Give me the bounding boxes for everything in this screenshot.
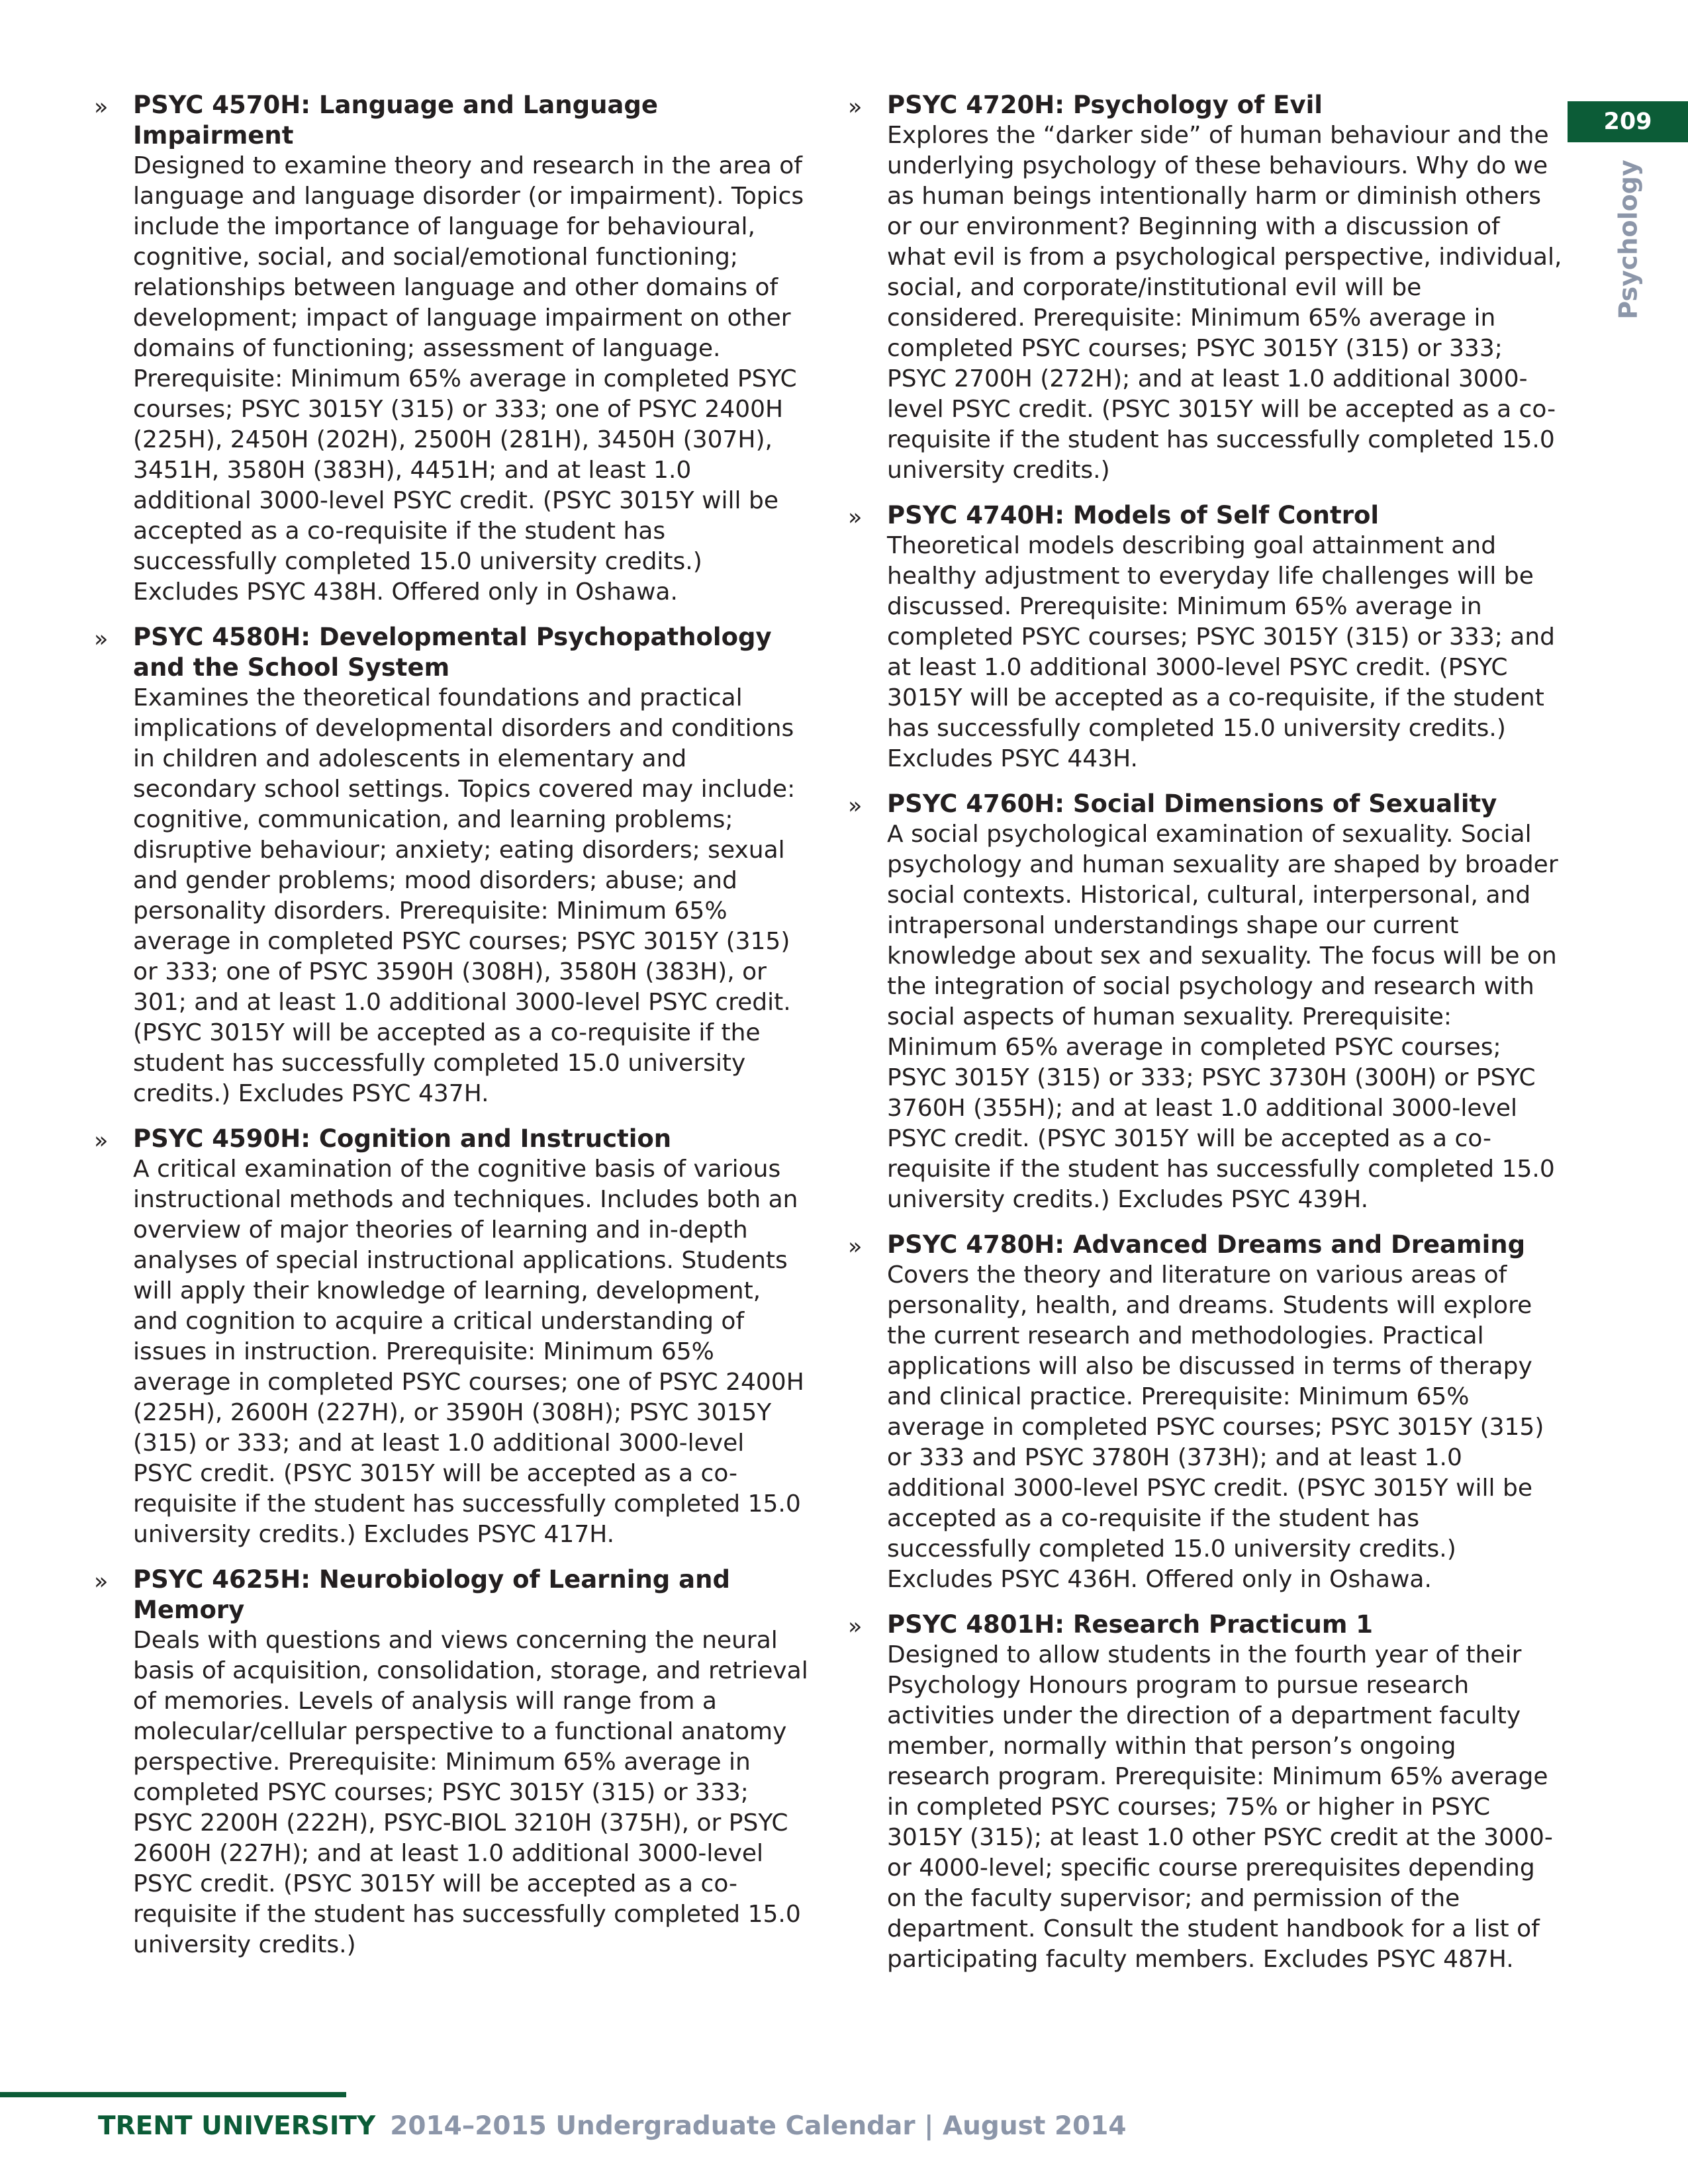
course-entry — [847, 1230, 1565, 1595]
section-label: Psychology — [1614, 159, 1644, 320]
course-title: PSYC 4780H: Advanced Dreams and Dreaming — [887, 1230, 1526, 1259]
course-description: A social psychological examination of sexuality. Social psychology and human sexuality are shaped by broader social contexts. Historical, cultural, interpersonal, and intrapersonal understandings shape our current knowledge about sex and sexuality. The focus will be on the integration of social psychology and research with social aspects of human sexuality. Prerequisite: Minimum 65% average in completed PSYC courses; PSYC 3015Y (315) or 333; PSYC 3730H (300H) or PSYC 3760H (355H); and at least 1.0 additional 3000-level PSYC credit. (PSYC 3015Y will be accepted as a co-requisite if the student has successfully completed 15.0 university credits.) Excludes PSYC 439H. — [887, 821, 1558, 1213]
right-column — [847, 90, 1565, 1989]
course-entry — [93, 90, 811, 608]
course-description: Explores the “darker side” of human behaviour and the underlying psychology of these behaviours. Why do we as human beings intentionally harm or diminish others or our environment? Beginning with a discussion of what evil is from a psychological perspective, individual, social, and corporate/institutional evil will be considered. Prerequisite: Minimum 65% average in completed PSYC courses; PSYC 3015Y (315) or 333; PSYC 2700H (272H); and at least 1.0 additional 3000-level PSYC credit. (PSYC 3015Y will be accepted as a co-requisite if the student has successfully completed 15.0 university credits.) — [887, 122, 1562, 484]
course-title: PSYC 4801H: Research Practicum 1 — [887, 1610, 1374, 1639]
course-description: A critical examination of the cognitive basis of various instructional methods and techniques. Includes both an overview of major theories of learning and in-depth analyses of special instructional applications. Students will apply their knowledge of learning, development, and cognition to acquire a critical understanding of issues in instruction. Prerequisite: Minimum 65% average in completed PSYC courses; one of PSYC 2400H (225H), 2600H (227H), or 3590H (308H); PSYC 3015Y (315) or 333; and at least 1.0 additional 3000-level PSYC credit. (PSYC 3015Y will be accepted as a co-requisite if the student has successfully completed 15.0 university credits.) Excludes PSYC 417H. — [133, 1156, 804, 1548]
course-description: Theoretical models describing goal attainment and healthy adjustment to everyday life challenges will be discussed. Prerequisite: Minimum 65% average in completed PSYC courses; PSYC 3015Y (315) or 333; and at least 1.0 additional 3000-level PSYC credit. (PSYC 3015Y will be accepted as a co-requisite, if the student has successfully completed 15.0 university credits.) Excludes PSYC 443H. — [887, 532, 1556, 772]
bullet-icon: » — [848, 94, 863, 120]
bullet-icon: » — [848, 504, 863, 531]
course-description: Designed to examine theory and research in the area of language and language disorder (or impairment). Topics include the importance of language for behavioural, cognitive, social, and social/emotional functioning; relationships between language and other domains of development; impact of language impairment on other domains of functioning; assessment of language. Prerequisite: Minimum 65% average in completed PSYC courses; PSYC 3015Y (315) or 333; one of PSYC 2400H (225H), 2450H (202H), 2500H (281H), 3450H (307H), 3451H, 3580H (383H), 4451H; and at least 1.0 additional 3000-level PSYC credit. (PSYC 3015Y will be accepted as a co-requisite if the student has successfully completed 15.0 university credits.) Excludes PSYC 438H. Offered only in Oshawa. — [133, 152, 804, 606]
course-title: PSYC 4720H: Psychology of Evil — [887, 91, 1323, 119]
footer-calendar-title: 2014–2015 Undergraduate Calendar | August 2014 — [390, 2111, 1127, 2141]
course-description: Covers the theory and literature on various areas of personality, health, and dreams. Students will explore the current research and methodologies. Practical applications will also be discussed in terms of therapy and clinical practice. Prerequisite: Minimum 65% average in completed PSYC courses; PSYC 3015Y (315) or 333 and PSYC 3780H (373H); and at least 1.0 additional 3000-level PSYC credit. (PSYC 3015Y will be accepted as a co-requisite if the student has successfully completed 15.0 university credits.) Excludes PSYC 436H. Offered only in Oshawa. — [887, 1261, 1544, 1593]
bullet-icon: » — [848, 1614, 863, 1640]
course-title: PSYC 4740H: Models of Self Control — [887, 501, 1380, 529]
course-entry — [847, 90, 1565, 486]
course-entry — [847, 789, 1565, 1215]
bullet-icon: » — [848, 793, 863, 819]
course-entry — [93, 1124, 811, 1550]
bullet-icon: » — [94, 1569, 109, 1595]
bullet-icon: » — [94, 1128, 109, 1154]
course-title: PSYC 4590H: Cognition and Instruction — [133, 1124, 672, 1153]
course-description: Deals with questions and views concerning the neural basis of acquisition, consolidation, storage, and retrieval of memories. Levels of analysis will range from a molecular/cellular perspective to a functional anatomy perspective. Prerequisite: Minimum 65% average in completed PSYC courses; PSYC 3015Y (315) or 333; PSYC 2200H (222H), PSYC-BIOL 3210H (375H), or PSYC 2600H (227H); and at least 1.0 additional 3000-level PSYC credit. (PSYC 3015Y will be accepted as a co-requisite if the student has successfully completed 15.0 university credits.) — [133, 1627, 808, 1958]
bullet-icon: » — [848, 1234, 863, 1260]
section-tab — [1599, 159, 1658, 320]
footer — [98, 2111, 1127, 2141]
course-entry — [847, 1610, 1565, 1975]
course-entry — [847, 500, 1565, 774]
course-title: PSYC 4625H: Neurobiology of Learning and Memory — [133, 1565, 730, 1624]
course-description: Examines the theoretical foundations and practical implications of developmental disorders and conditions in children and adolescents in elementary and secondary school settings. Topics covered may include: cognitive, communication, and learning problems; disruptive behaviour; anxiety; eating disorders; sexual and gender problems; mood disorders; abuse; and personality disorders. Prerequisite: Minimum 65% average in completed PSYC courses; PSYC 3015Y (315) or 333; one of PSYC 3590H (308H), 3580H (383H), or 301; and at least 1.0 additional 3000-level PSYC credit. (PSYC 3015Y will be accepted as a co-requisite if the student has successfully completed 15.0 university credits.) Excludes PSYC 437H. — [133, 684, 796, 1107]
page-number: 209 — [1568, 101, 1688, 142]
course-entry — [93, 622, 811, 1109]
left-column — [93, 90, 811, 1975]
course-title: PSYC 4760H: Social Dimensions of Sexuality — [887, 790, 1497, 818]
footer-university: TRENT UNIVERSITY — [98, 2111, 376, 2141]
course-title: PSYC 4570H: Language and Language Impairment — [133, 91, 658, 150]
bullet-icon: » — [94, 626, 109, 653]
course-description: Designed to allow students in the fourth year of their Psychology Honours program to pursue research activities under the direction of a department faculty member, normally within that person’s ongoing research program. Prerequisite: Minimum 65% average in completed PSYC courses; 75% or higher in PSYC 3015Y (315); at least 1.0 other PSYC credit at the 3000- or 4000-level; specific course prerequisites depending on the faculty supervisor; and permission of the department. Consult the student handbook for a list of participating faculty members. Excludes PSYC 487H. — [887, 1641, 1553, 1973]
footer-rule — [0, 2092, 346, 2097]
course-entry — [93, 1565, 811, 1960]
bullet-icon: » — [94, 94, 109, 120]
course-title: PSYC 4580H: Developmental Psychopathology and the School System — [133, 623, 772, 682]
